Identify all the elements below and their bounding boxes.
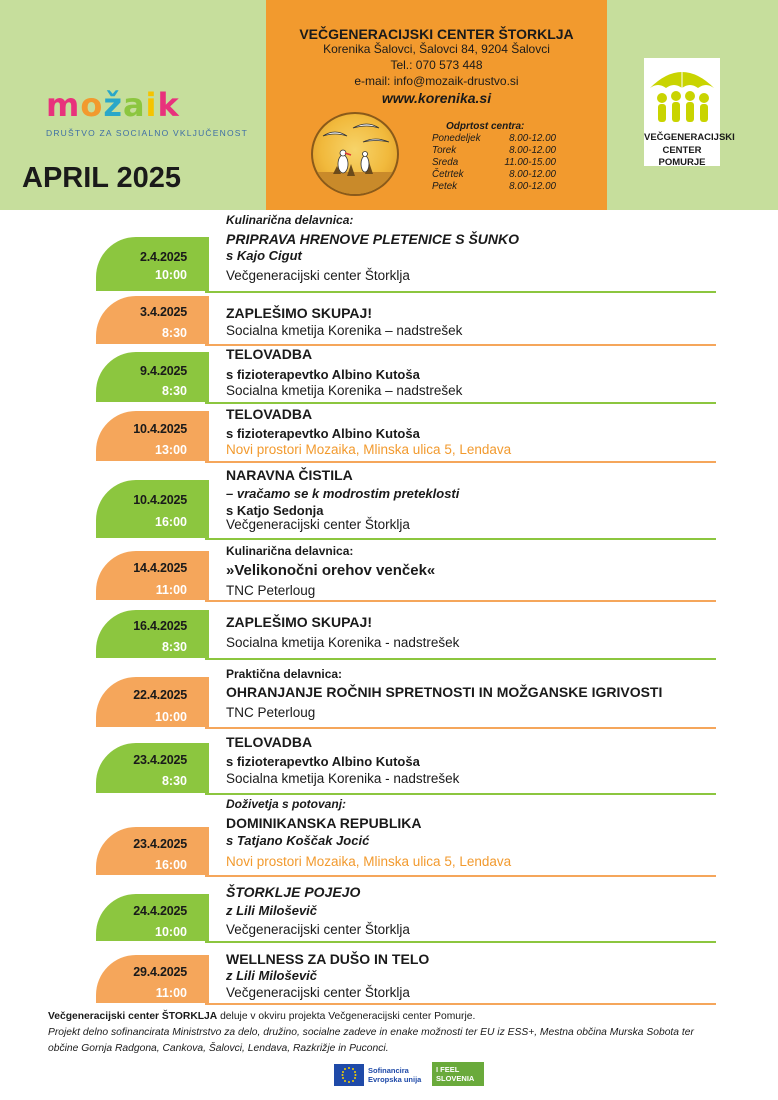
event-title: PRIPRAVA HRENOVE PLETENICE S ŠUNKO bbox=[226, 231, 520, 247]
eu-line2: Evropska unija bbox=[368, 1075, 422, 1084]
center-address: Korenika Šalovci, Šalovci 84, 9204 Šalovci bbox=[323, 42, 550, 56]
footer-note bbox=[48, 1009, 748, 1057]
event-divider bbox=[205, 600, 716, 602]
event-time: 16:00 bbox=[155, 515, 187, 529]
event-date: 24.4.2025 bbox=[133, 904, 187, 918]
event-divider bbox=[205, 793, 716, 795]
footer-line1 bbox=[48, 1009, 748, 1025]
center-website[interactable]: www.korenika.si bbox=[381, 90, 492, 106]
event-title: OHRANJANJE ROČNIH SPRETNOSTI IN MOŽGANSKE IGRIVOSTI bbox=[226, 684, 663, 700]
event-divider bbox=[205, 291, 716, 293]
event-time: 8:30 bbox=[161, 774, 187, 788]
event-time: 10:00 bbox=[155, 710, 187, 724]
event-location: TNC Peterloug bbox=[226, 583, 316, 598]
hours-time: 8.00-12.00 bbox=[509, 133, 556, 144]
eu-text bbox=[368, 1066, 421, 1084]
event-date: 3.4.2025 bbox=[139, 305, 187, 319]
logo-letter: ž bbox=[103, 86, 121, 124]
hours-row bbox=[432, 157, 556, 168]
event-host: s Tatjano Koščak Jocić bbox=[226, 833, 370, 848]
center-email[interactable]: e-mail: info@mozaik-drustvo.si bbox=[354, 74, 519, 88]
event-time: 10:00 bbox=[155, 925, 187, 939]
hours-row bbox=[432, 181, 556, 192]
event-date: 23.4.2025 bbox=[133, 837, 187, 851]
event-title: ZAPLEŠIMO SKUPAJ! bbox=[226, 614, 372, 630]
event-title: NARAVNA ČISTILA bbox=[226, 467, 353, 483]
center-phone: Tel.: 070 573 448 bbox=[390, 58, 483, 72]
event-host: s fizioterapevtko Albino Kutoša bbox=[226, 754, 420, 769]
event-location: Večgeneracijski center Štorklja bbox=[226, 922, 410, 937]
event-date: 22.4.2025 bbox=[133, 688, 187, 702]
event-host: z Lili Miloševič bbox=[226, 968, 318, 983]
event-date: 14.4.2025 bbox=[133, 561, 187, 575]
event-location: Novi prostori Mozaika, Mlinska ulica 5, Lendava bbox=[226, 442, 512, 457]
eu-stars-icon bbox=[334, 1064, 364, 1086]
ifeel-line2: SLOVENIA bbox=[436, 1074, 475, 1083]
partner-line1: VEČGENERACIJSKI bbox=[644, 132, 735, 143]
event-title: TELOVADBA bbox=[226, 734, 313, 750]
umbrella-family-icon bbox=[644, 58, 720, 130]
hours-time: 8.00-12.00 bbox=[509, 181, 556, 192]
event-time: 8:30 bbox=[161, 326, 187, 340]
event-divider bbox=[205, 658, 716, 660]
hours-title: Odprtost centra: bbox=[446, 121, 525, 132]
event-host: s fizioterapevtko Albino Kutoša bbox=[226, 426, 420, 441]
logo-letter: k bbox=[157, 86, 178, 124]
logo-tagline: DRUŠTVO ZA SOCIALNO VKLJUČENOST bbox=[46, 128, 249, 138]
hours-day: Torek bbox=[432, 145, 457, 156]
event-title: WELLNESS ZA DUŠO IN TELO bbox=[226, 951, 430, 967]
ifeelslovenia-logo bbox=[432, 1062, 484, 1086]
eu-cofunding-logo bbox=[334, 1063, 424, 1087]
event-divider bbox=[205, 941, 716, 943]
hours-day: Ponedeljek bbox=[432, 133, 481, 144]
hours-row bbox=[432, 145, 556, 156]
event-location: Socialna kmetija Korenika - nadstrešek bbox=[226, 771, 460, 786]
event-divider bbox=[205, 461, 716, 463]
event-host: s Katjo Sedonja bbox=[226, 503, 324, 518]
ifeel-line1: I FEEL bbox=[436, 1065, 460, 1074]
center-name: VEČGENERACIJSKI CENTER ŠTORKLJA bbox=[299, 26, 574, 42]
footer-bold: Večgeneracijski center ŠTORKLJA bbox=[48, 1011, 218, 1022]
event-time: 11:00 bbox=[155, 583, 187, 597]
event-time: 11:00 bbox=[155, 986, 187, 1000]
event-host: s Kajo Cigut bbox=[226, 248, 302, 263]
event-title: DOMINIKANSKA REPUBLIKA bbox=[226, 815, 422, 831]
footer-text: deluje v okviru projekta Večgeneracijski center Pomurje. bbox=[217, 1011, 476, 1022]
eu-line1: Sofinancira bbox=[368, 1066, 409, 1075]
event-date-tab bbox=[96, 237, 209, 291]
event-date: 10.4.2025 bbox=[133, 493, 187, 507]
hours-day: Petek bbox=[432, 181, 458, 192]
hours-day: Sreda bbox=[432, 157, 459, 168]
hours-time: 11.00-15.00 bbox=[504, 157, 556, 168]
event-divider bbox=[205, 1003, 716, 1005]
event-location: Večgeneracijski center Štorklja bbox=[226, 985, 410, 1000]
event-time: 8:30 bbox=[161, 384, 187, 398]
event-location: Socialna kmetija Korenika – nadstrešek bbox=[226, 383, 463, 398]
event-divider bbox=[205, 727, 716, 729]
hours-time: 8.00-12.00 bbox=[509, 169, 556, 180]
hours-row bbox=[432, 169, 556, 180]
event-time: 13:00 bbox=[155, 443, 187, 457]
event-location: Večgeneracijski center Štorklja bbox=[226, 268, 410, 283]
event-location: Socialna kmetija Korenika - nadstrešek bbox=[226, 635, 460, 650]
event-location: Novi prostori Mozaika, Mlinska ulica 5, Lendava bbox=[226, 854, 512, 869]
event-label: Praktična delavnica: bbox=[226, 667, 343, 681]
event-date: 2.4.2025 bbox=[139, 250, 187, 264]
event-time: 10:00 bbox=[155, 268, 187, 282]
event-title: »Velikonočni orehov venček« bbox=[226, 562, 436, 579]
event-location: TNC Peterloug bbox=[226, 705, 316, 720]
logo-letter: i bbox=[145, 86, 156, 124]
event-date: 16.4.2025 bbox=[133, 619, 187, 633]
hours-time: 8.00-12.00 bbox=[509, 145, 556, 156]
hours-day: Četrtek bbox=[432, 169, 464, 180]
logo-wordmark bbox=[46, 88, 178, 122]
event-title: ZAPLEŠIMO SKUPAJ! bbox=[226, 305, 372, 321]
logo-letter: a bbox=[122, 86, 144, 124]
event-title: ŠTORKLJE POJEJO bbox=[226, 884, 361, 900]
partner-logo bbox=[644, 58, 735, 168]
event-divider bbox=[205, 875, 716, 877]
logo-letter: m bbox=[46, 86, 79, 124]
event-time: 16:00 bbox=[155, 858, 187, 872]
event-date: 10.4.2025 bbox=[133, 422, 187, 436]
event-location: Večgeneracijski center Štorklja bbox=[226, 517, 410, 532]
event-title: TELOVADBA bbox=[226, 406, 313, 422]
partner-line2: CENTER POMURJE bbox=[658, 145, 706, 168]
footer-line2: Projekt delno sofinancirata Ministrstvo za delo, družino, socialne zadeve in enake možnosti ter EU iz ESS+, Mestna občina Murska Sobota ter bbox=[48, 1027, 694, 1038]
event-date: 29.4.2025 bbox=[133, 965, 187, 979]
event-label: Kulinarična delavnica: bbox=[226, 544, 354, 558]
mozaik-logo bbox=[46, 86, 249, 148]
event-host: z Lili Miloševič bbox=[226, 903, 318, 918]
eu-flag-icon bbox=[334, 1064, 364, 1086]
stork-icon bbox=[313, 114, 399, 196]
event-host: s fizioterapevtko Albino Kutoša bbox=[226, 367, 420, 382]
hours-row bbox=[432, 133, 556, 144]
event-label: Kulinarična delavnica: bbox=[226, 213, 354, 227]
event-label: Doživetja s potovanj: bbox=[226, 797, 347, 811]
event-divider bbox=[205, 538, 716, 540]
event-title: TELOVADBA bbox=[226, 346, 313, 362]
event-date: 23.4.2025 bbox=[133, 753, 187, 767]
stork-illustration bbox=[311, 112, 399, 196]
logo-letter: o bbox=[80, 86, 102, 124]
event-date-tab bbox=[96, 480, 209, 538]
event-time: 8:30 bbox=[161, 640, 187, 654]
event-location: Socialna kmetija Korenika – nadstrešek bbox=[226, 323, 463, 338]
event-date: 9.4.2025 bbox=[139, 364, 187, 378]
page-title: APRIL 2025 bbox=[22, 162, 182, 194]
event-divider bbox=[205, 402, 716, 404]
event-subtitle: – vračamo se k modrostim preteklosti bbox=[226, 486, 460, 501]
footer-line3: občine Gornja Radgona, Cankova, Šalovci, Lendava, Razkrižje in Puconci. bbox=[48, 1043, 389, 1054]
